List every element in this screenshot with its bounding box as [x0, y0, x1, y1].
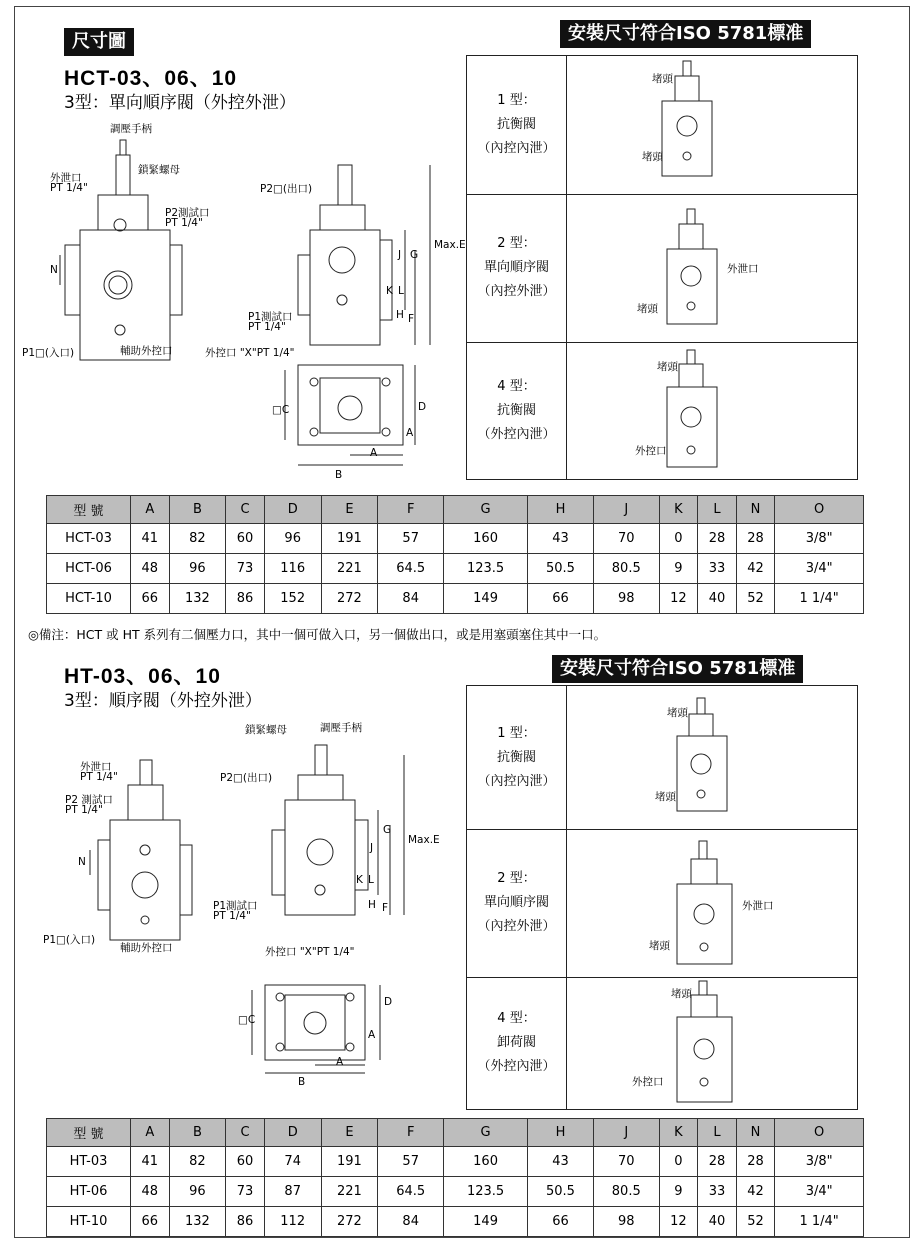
table-cell: 0	[659, 524, 698, 554]
dim-l: L	[368, 874, 374, 886]
drawing-top	[20, 110, 466, 485]
table-header-cell: G	[444, 496, 528, 524]
dim-c: □C	[238, 1014, 256, 1026]
dim-a-horiz: A	[336, 1056, 344, 1068]
table-cell: 96	[264, 524, 321, 554]
table-cell: 82	[169, 1147, 226, 1177]
table-header-cell: B	[169, 1119, 226, 1147]
label-drain-size: PT 1/4"	[80, 771, 118, 783]
dim-b: B	[298, 1076, 306, 1088]
table-cell: 149	[444, 584, 528, 614]
table-cell: HT-03	[47, 1147, 131, 1177]
type-label: 1 型： 抗衡閥 （內控內泄）	[467, 56, 567, 194]
table-header-cell: K	[659, 1119, 698, 1147]
table-cell: 43	[528, 1147, 594, 1177]
table-cell: 33	[698, 1177, 737, 1207]
label-p1-test-size: PT 1/4"	[248, 321, 286, 333]
dim-b: B	[335, 469, 343, 481]
table-cell: 1 1/4"	[775, 584, 864, 614]
dim-f: F	[408, 313, 415, 325]
table-cell: 70	[593, 1147, 659, 1177]
label-n: N	[50, 264, 58, 276]
table-cell: HT-10	[47, 1207, 131, 1237]
table-cell: 160	[444, 1147, 528, 1177]
dim-c: □C	[272, 404, 290, 416]
table-cell: 60	[226, 524, 265, 554]
table-cell: 74	[264, 1147, 321, 1177]
dim-j: J	[370, 842, 374, 854]
table-cell: 96	[169, 554, 226, 584]
table-cell: 48	[131, 554, 170, 584]
table-cell: 82	[169, 524, 226, 554]
table-header-cell: F	[378, 1119, 444, 1147]
table-cell: HCT-06	[47, 554, 131, 584]
dim-h: H	[368, 899, 376, 911]
dim-j: J	[398, 249, 402, 261]
table-header-cell: H	[528, 496, 594, 524]
table-cell: 80.5	[593, 554, 659, 584]
table-cell: 84	[378, 584, 444, 614]
label-p1-test: P1測試口	[248, 311, 293, 323]
label-p1-test-size: PT 1/4"	[213, 910, 251, 922]
label-ext-pilot: 外控口 "X"PT 1/4"	[265, 946, 355, 958]
table-cell: 57	[378, 524, 444, 554]
table-header-cell: E	[321, 496, 378, 524]
table-cell: 66	[528, 584, 594, 614]
table-cell: 64.5	[378, 1177, 444, 1207]
table-cell: HCT-03	[47, 524, 131, 554]
type-row	[467, 56, 857, 195]
table-cell: 112	[264, 1207, 321, 1237]
table-cell: 43	[528, 524, 594, 554]
table-header-cell: A	[131, 1119, 170, 1147]
table-cell: 42	[736, 1177, 775, 1207]
table-cell: 33	[698, 554, 737, 584]
table-cell: 116	[264, 554, 321, 584]
table-cell: 272	[321, 1207, 378, 1237]
types-box-bottom	[466, 685, 858, 1110]
table-cell: 123.5	[444, 1177, 528, 1207]
label-aux-pilot: 輔助外控口	[120, 345, 173, 357]
table-cell: HT-06	[47, 1177, 131, 1207]
table-cell: 96	[169, 1177, 226, 1207]
table-cell: 41	[131, 1147, 170, 1177]
dim-g: G	[383, 824, 392, 836]
table-cell: 48	[131, 1177, 170, 1207]
dim-g: G	[410, 249, 419, 261]
table-cell: 123.5	[444, 554, 528, 584]
table-cell: HCT-10	[47, 584, 131, 614]
table-header-cell: L	[698, 1119, 737, 1147]
dim-a-horiz: A	[370, 447, 378, 459]
label-aux-pilot: 輔助外控口	[120, 942, 173, 954]
table-cell: 132	[169, 1207, 226, 1237]
table-header-cell: O	[775, 496, 864, 524]
type-label: 2 型： 單向順序閥 （內控外泄）	[467, 829, 567, 977]
type-diagram: 堵頭 外控口	[567, 342, 857, 479]
table-header-cell: 型 號	[47, 496, 131, 524]
type-label: 4 型： 抗衡閥 （外控內泄）	[467, 342, 567, 479]
table-header-cell: 型 號	[47, 1119, 131, 1147]
dim-max-e: Max.E	[408, 834, 440, 846]
table-header-cell: K	[659, 496, 698, 524]
table-cell: 70	[593, 524, 659, 554]
table-cell: 98	[593, 584, 659, 614]
table-header-cell: G	[444, 1119, 528, 1147]
table-cell: 0	[659, 1147, 698, 1177]
table-cell: 28	[736, 1147, 775, 1177]
label-n: N	[78, 856, 86, 868]
table-header-row	[47, 496, 864, 524]
table-cell: 160	[444, 524, 528, 554]
table-cell: 1 1/4"	[775, 1207, 864, 1237]
table-header-cell: N	[736, 1119, 775, 1147]
table-cell: 73	[226, 554, 265, 584]
table-header-cell: C	[226, 1119, 265, 1147]
model-title-top: HCT-03、06、10	[64, 67, 238, 90]
table-cell: 66	[131, 1207, 170, 1237]
dim-f: F	[382, 902, 389, 914]
type-row	[467, 977, 857, 1109]
dim-d: D	[384, 996, 393, 1008]
table-cell: 3/8"	[775, 524, 864, 554]
table-cell: 3/4"	[775, 554, 864, 584]
table-header-cell: D	[264, 496, 321, 524]
type-row	[467, 342, 857, 479]
type-diagram: 堵頭 堵頭	[567, 686, 857, 829]
type-diagram: 外泄口 堵頭	[567, 194, 857, 342]
table-header-cell: J	[593, 496, 659, 524]
table-cell: 191	[321, 1147, 378, 1177]
label-drain-port: 外泄口	[80, 761, 112, 773]
table-cell: 98	[593, 1207, 659, 1237]
table-header-cell: O	[775, 1119, 864, 1147]
table-cell: 86	[226, 1207, 265, 1237]
table-header-cell: F	[378, 496, 444, 524]
label-p2-test: P2測試口	[165, 207, 210, 219]
type-diagram: 堵頭 外控口	[567, 977, 857, 1109]
iso-heading-top: 安裝尺寸符合ISO 5781標准	[560, 20, 811, 48]
dim-a-vert: A	[368, 1029, 376, 1041]
table-cell: 191	[321, 524, 378, 554]
table-row	[47, 1207, 864, 1237]
table-cell: 221	[321, 1177, 378, 1207]
label-p1-in: P1□(入口)	[22, 347, 75, 359]
table-row	[47, 524, 864, 554]
type-diagram: 外泄口 堵頭	[567, 829, 857, 977]
types-box-top	[466, 55, 858, 480]
drawing-bottom	[40, 715, 460, 1095]
label-adjust-handle: 調壓手柄	[110, 123, 152, 135]
table-cell: 41	[131, 524, 170, 554]
table-cell: 132	[169, 584, 226, 614]
table-cell: 3/4"	[775, 1177, 864, 1207]
table-cell: 86	[226, 584, 265, 614]
table-cell: 84	[378, 1207, 444, 1237]
table-cell: 12	[659, 1207, 698, 1237]
table-cell: 272	[321, 584, 378, 614]
table-row	[47, 584, 864, 614]
label-drain-size: PT 1/4"	[50, 182, 88, 194]
table-cell: 221	[321, 554, 378, 584]
dimension-table-top	[46, 495, 864, 614]
table-header-cell: N	[736, 496, 775, 524]
table-cell: 40	[698, 1207, 737, 1237]
table-row	[47, 1177, 864, 1207]
table-cell: 52	[736, 584, 775, 614]
table-row	[47, 1147, 864, 1177]
table-cell: 42	[736, 554, 775, 584]
table-cell: 50.5	[528, 1177, 594, 1207]
table-cell: 3/8"	[775, 1147, 864, 1177]
label-drain-port: 外泄口	[50, 172, 82, 184]
label-p2-test-size: PT 1/4"	[65, 804, 103, 816]
label-ext-pilot: 外控口 "X"PT 1/4"	[205, 347, 295, 359]
label-p2-out: P2□(出口)	[220, 772, 273, 784]
table-cell: 152	[264, 584, 321, 614]
type-label: 2 型： 單向順序閥 （內控外泄）	[467, 194, 567, 342]
valve-drawings-top	[20, 110, 460, 485]
dim-l: L	[398, 285, 404, 297]
type-label: 4 型： 卸荷閥 （外控內泄）	[467, 977, 567, 1109]
label-p1-in: P1□(入口)	[43, 934, 96, 946]
table-cell: 9	[659, 1177, 698, 1207]
table-cell: 52	[736, 1207, 775, 1237]
table-row	[47, 554, 864, 584]
type-row	[467, 686, 857, 830]
section-tag: 尺寸圖	[64, 28, 134, 56]
dim-k: K	[386, 285, 393, 297]
table-cell: 9	[659, 554, 698, 584]
table-cell: 40	[698, 584, 737, 614]
table-header-cell: C	[226, 496, 265, 524]
type-diagram: 堵頭 堵頭	[567, 56, 857, 194]
dim-max-e: Max.E	[434, 239, 466, 251]
table-cell: 66	[528, 1207, 594, 1237]
iso-heading-bottom: 安裝尺寸符合ISO 5781標准	[552, 655, 803, 683]
dim-d: D	[418, 401, 427, 413]
table-header-cell: A	[131, 496, 170, 524]
table-cell: 87	[264, 1177, 321, 1207]
model-title-bottom: HT-03、06、10	[64, 665, 221, 688]
table-cell: 28	[736, 524, 775, 554]
table-cell: 28	[698, 524, 737, 554]
type-row	[467, 194, 857, 343]
label-p2-out: P2□(出口)	[260, 183, 313, 195]
table-cell: 80.5	[593, 1177, 659, 1207]
table-header-cell: E	[321, 1119, 378, 1147]
table-cell: 28	[698, 1147, 737, 1177]
label-lock-nut: 鎖緊螺母	[245, 724, 287, 736]
label-p1-test: P1測試口	[213, 900, 258, 912]
dim-a-vert: A	[406, 427, 414, 439]
table-header-cell: B	[169, 496, 226, 524]
label-adjust-handle: 調壓手柄	[320, 722, 362, 734]
table-cell: 50.5	[528, 554, 594, 584]
table-header-cell: J	[593, 1119, 659, 1147]
table-header-cell: H	[528, 1119, 594, 1147]
table-header-row	[47, 1119, 864, 1147]
table-cell: 12	[659, 584, 698, 614]
label-p2-test-size: PT 1/4"	[165, 217, 203, 229]
table-header-cell: D	[264, 1119, 321, 1147]
dim-h: H	[396, 309, 404, 321]
table-cell: 73	[226, 1177, 265, 1207]
table-cell: 149	[444, 1207, 528, 1237]
subtitle-bottom: 3型：順序閥（外控外泄）	[64, 691, 262, 711]
table-cell: 57	[378, 1147, 444, 1177]
dim-k: K	[356, 874, 363, 886]
table-header-cell: L	[698, 496, 737, 524]
type-row	[467, 829, 857, 978]
label-lock-nut: 鎖緊螺母	[138, 164, 180, 176]
label-p2-test: P2 測試口	[65, 794, 113, 806]
dimension-table-bottom	[46, 1118, 864, 1237]
table-cell: 64.5	[378, 554, 444, 584]
table-cell: 60	[226, 1147, 265, 1177]
table-cell: 66	[131, 584, 170, 614]
footnote: ◎備注：HCT 或 HT 系列有二個壓力口，其中一個可做入口，另一個做出口，或是用塞頭塞住其中一口。	[28, 627, 607, 642]
type-label: 1 型： 抗衡閥 （內控內泄）	[467, 686, 567, 829]
subtitle-top: 3型：單向順序閥（外控外泄）	[64, 93, 296, 113]
